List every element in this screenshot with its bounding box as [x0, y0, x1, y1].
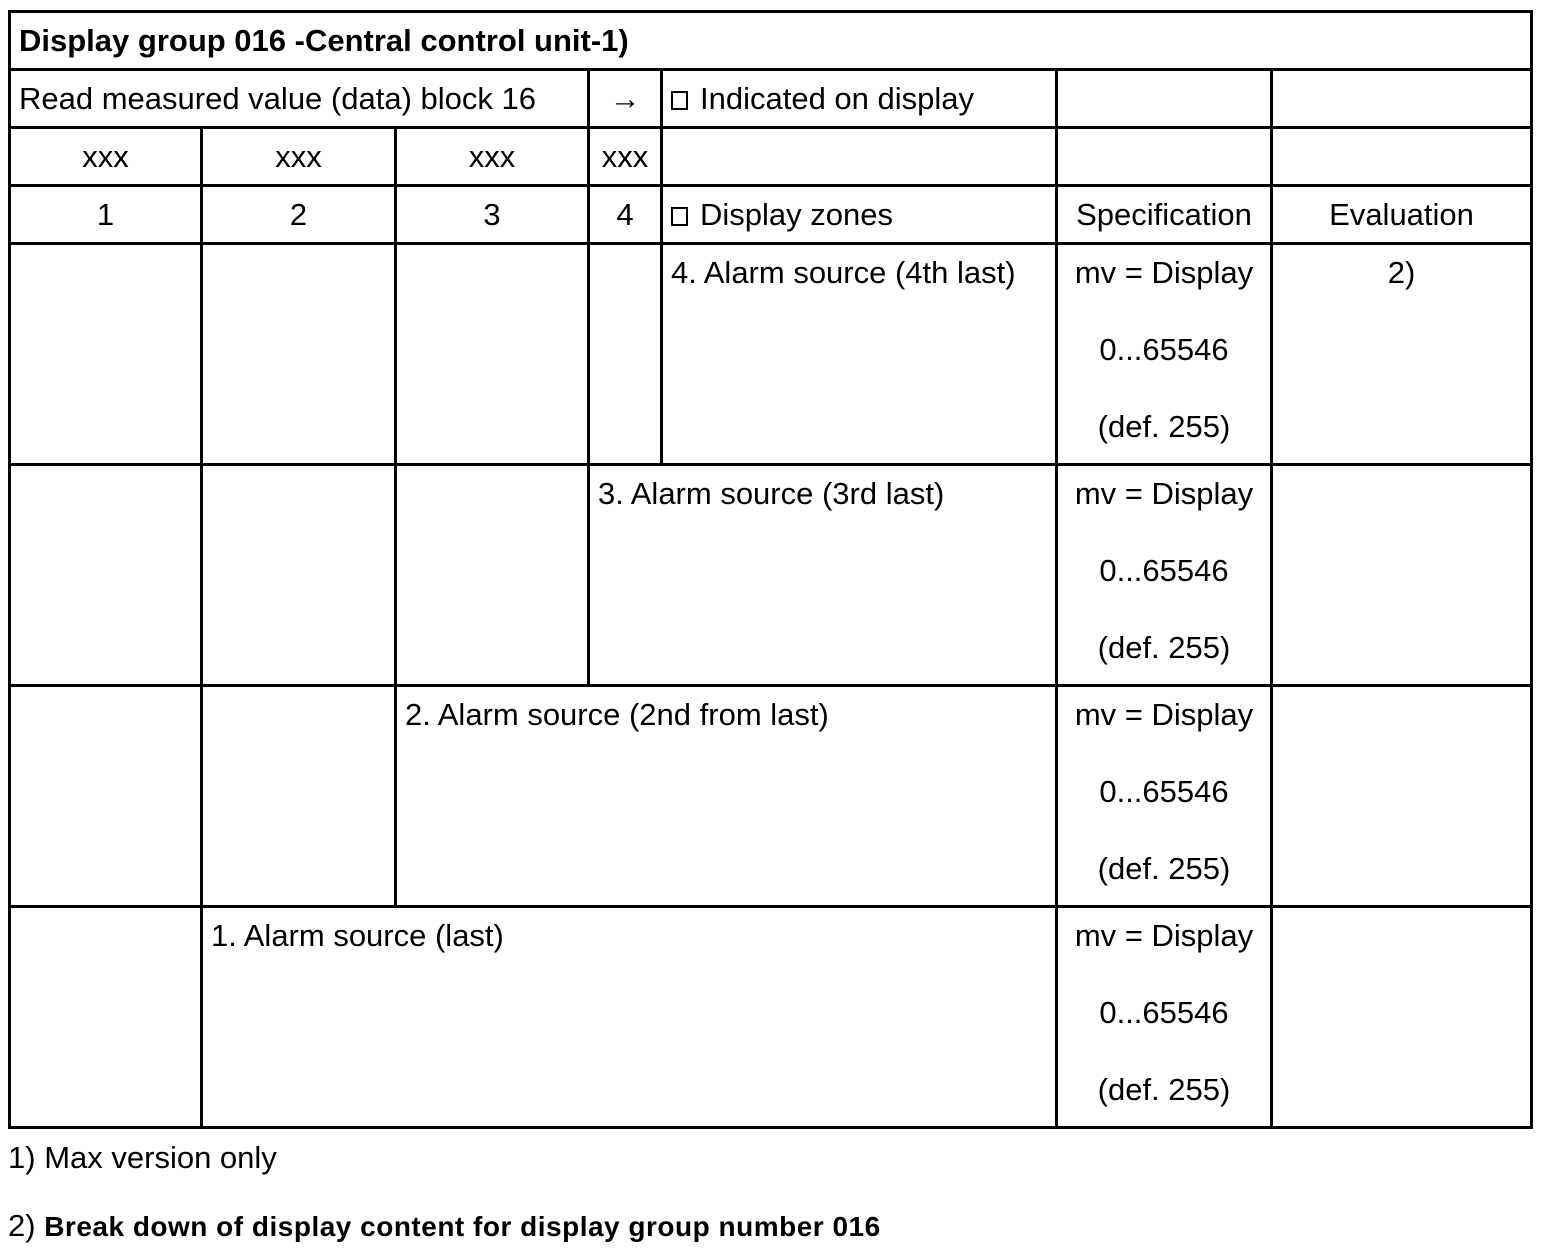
specification-cell: [1057, 907, 1272, 1128]
spec-line: 0...65546: [1099, 774, 1229, 809]
placeholder-3: xxx: [396, 128, 589, 186]
zone-number-1: 1: [10, 186, 202, 244]
spec-line: mv = Display: [1074, 476, 1254, 511]
display-group-sheet: [8, 10, 1530, 1129]
empty-cell: [10, 907, 202, 1128]
indicated-on-display-cell: [662, 70, 1057, 128]
specification-cell: [1057, 244, 1272, 465]
evaluation-cell: 2): [1272, 244, 1532, 465]
spec-line: mv = Display: [1074, 697, 1254, 732]
display-zones-label: Display zones: [700, 196, 893, 232]
empty-cell: [662, 128, 1057, 186]
specification-cell: [1057, 465, 1272, 686]
spec-line: 0...65546: [1099, 995, 1229, 1030]
placeholder-2: xxx: [202, 128, 396, 186]
specification-cell: [1057, 686, 1272, 907]
table-row: [10, 686, 1532, 907]
zone-number-3: 3: [396, 186, 589, 244]
footnote-marker: 2): [8, 1208, 36, 1243]
read-block-label: Read measured value (data) block 16: [10, 70, 589, 128]
spec-line: (def. 255): [1097, 851, 1231, 886]
zone-number-4: 4: [589, 186, 662, 244]
spec-line: 0...65546: [1099, 553, 1229, 588]
footnote-2: [8, 1206, 881, 1247]
footnote-text: Break down of display content for display group number 016: [44, 1211, 881, 1242]
evaluation-header: Evaluation: [1272, 186, 1532, 244]
alarm-source-label: 4. Alarm source (4th last): [662, 244, 1057, 465]
placeholder-4: xxx: [589, 128, 662, 186]
alarm-source-label: 2. Alarm source (2nd from last): [396, 686, 1057, 907]
empty-cell: [589, 244, 662, 465]
empty-cell: [1057, 128, 1272, 186]
alarm-source-label: 1. Alarm source (last): [202, 907, 1057, 1128]
spec-line: (def. 255): [1097, 630, 1231, 665]
evaluation-cell: [1272, 907, 1532, 1128]
empty-cell: [10, 686, 202, 907]
empty-cell: [396, 244, 589, 465]
table-row: [10, 244, 1532, 465]
evaluation-cell: [1272, 465, 1532, 686]
display-zones-cell: [662, 186, 1057, 244]
arrow-icon: →: [589, 70, 662, 128]
indicated-on-display-label: Indicated on display: [700, 80, 975, 116]
empty-cell: [10, 244, 202, 465]
zone-number-2: 2: [202, 186, 396, 244]
alarm-source-label: 3. Alarm source (3rd last): [589, 465, 1057, 686]
empty-cell: [396, 465, 589, 686]
empty-cell: [202, 465, 396, 686]
specification-header: Specification: [1057, 186, 1272, 244]
footnote-marker: 1): [8, 1140, 36, 1175]
placeholder-1: xxx: [10, 128, 202, 186]
footnote-text: Max version only: [44, 1140, 277, 1175]
table-row: [10, 907, 1532, 1128]
empty-cell: [202, 244, 396, 465]
table-row: [10, 465, 1532, 686]
empty-square-icon: [671, 207, 688, 226]
spec-line: (def. 255): [1097, 409, 1231, 444]
empty-cell: [1272, 70, 1532, 128]
footnote-1: [8, 1138, 277, 1178]
evaluation-cell: [1272, 686, 1532, 907]
empty-cell: [1057, 70, 1272, 128]
empty-cell: [202, 686, 396, 907]
spec-line: (def. 255): [1097, 1072, 1231, 1107]
spec-line: mv = Display: [1074, 255, 1254, 290]
empty-cell: [1272, 128, 1532, 186]
table-title: Display group 016 -Central control unit-1): [10, 12, 1532, 70]
display-group-table: [8, 10, 1533, 1129]
empty-cell: [10, 465, 202, 686]
empty-square-icon: [671, 91, 688, 110]
spec-line: 0...65546: [1099, 332, 1229, 367]
spec-line: mv = Display: [1074, 918, 1254, 953]
